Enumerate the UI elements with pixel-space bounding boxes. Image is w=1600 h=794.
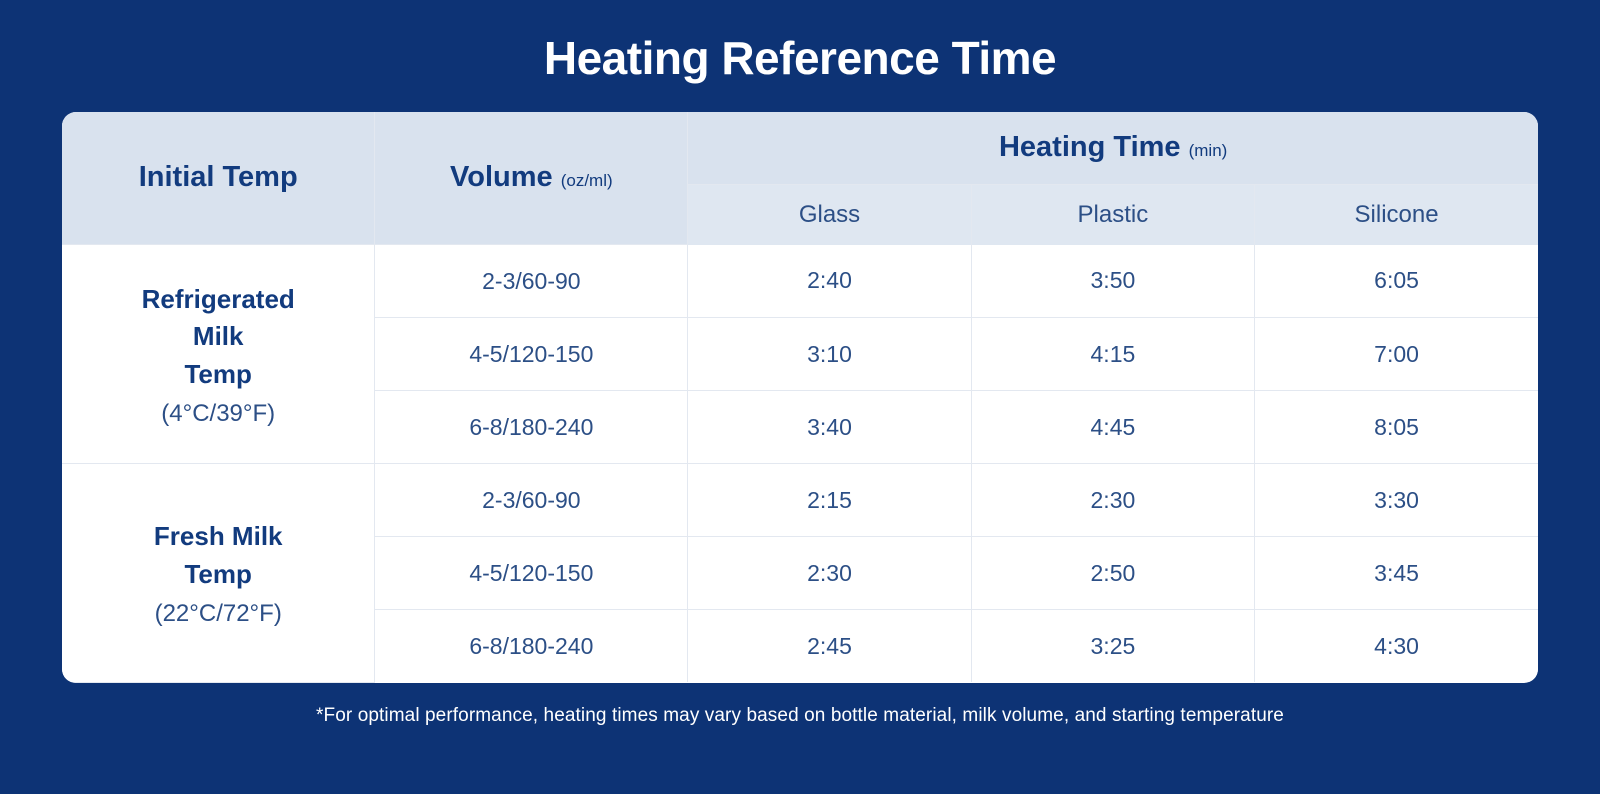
cell-silicone-time: 8:05 [1255,391,1538,464]
group-name-line: Fresh Milk [153,521,283,552]
header-heating-time [688,112,1538,185]
group-label-refrigerated [62,245,375,464]
group-name-line: Temp [184,558,252,589]
cell-volume: 2-3/60-90 [375,245,688,318]
header-material-silicone: Silicone [1255,184,1538,245]
cell-glass-time: 2:15 [688,464,971,537]
group-temp-value: (22°C/72°F) [154,599,282,627]
cell-silicone-time: 6:05 [1255,245,1538,318]
cell-glass-time: 2:45 [688,610,971,683]
cell-glass-time: 2:40 [688,245,971,318]
group-temp-value: (4°C/39°F) [161,399,276,427]
cell-silicone-time: 4:30 [1255,610,1538,683]
cell-glass-time: 3:40 [688,391,971,464]
cell-volume: 6-8/180-240 [375,391,688,464]
cell-silicone-time: 7:00 [1255,318,1538,391]
cell-plastic-time: 4:45 [971,391,1254,464]
header-initial-temp-label: Initial Temp [138,161,298,194]
header-material-plastic: Plastic [971,184,1254,245]
cell-glass-time: 2:30 [688,537,971,610]
cell-silicone-time: 3:45 [1255,537,1538,610]
table-row [62,464,1538,537]
header-volume-label: Volume [450,161,553,194]
table-row [62,245,1538,318]
page-title: Heating Reference Time [543,32,1057,84]
footnote: *For optimal performance, heating times may vary based on bottle material, milk volume, and starting temperature [316,704,1284,726]
cell-plastic-time: 2:50 [971,537,1254,610]
header-volume [375,112,688,245]
cell-plastic-time: 2:30 [971,464,1254,537]
cell-volume: 4-5/120-150 [375,537,688,610]
cell-plastic-time: 3:25 [971,610,1254,683]
cell-volume: 4-5/120-150 [375,318,688,391]
group-name-line: Milk [192,321,244,352]
cell-plastic-time: 4:15 [971,318,1254,391]
table-header-row-top [62,112,1538,185]
heating-reference-table-card [62,112,1538,683]
cell-glass-time: 3:10 [688,318,971,391]
header-initial-temp [62,112,375,245]
cell-plastic-time: 3:50 [971,245,1254,318]
header-heating-time-unit: (min) [1188,141,1228,161]
heating-reference-table [62,112,1538,683]
cell-volume: 6-8/180-240 [375,610,688,683]
group-name-line: Temp [184,358,252,389]
header-heating-time-label: Heating Time [998,131,1181,164]
cell-silicone-time: 3:30 [1255,464,1538,537]
header-volume-unit: (oz/ml) [560,171,613,191]
cell-volume: 2-3/60-90 [375,464,688,537]
header-material-glass: Glass [688,184,971,245]
group-label-fresh [62,464,375,683]
group-name-line: Refrigerated [141,283,295,314]
